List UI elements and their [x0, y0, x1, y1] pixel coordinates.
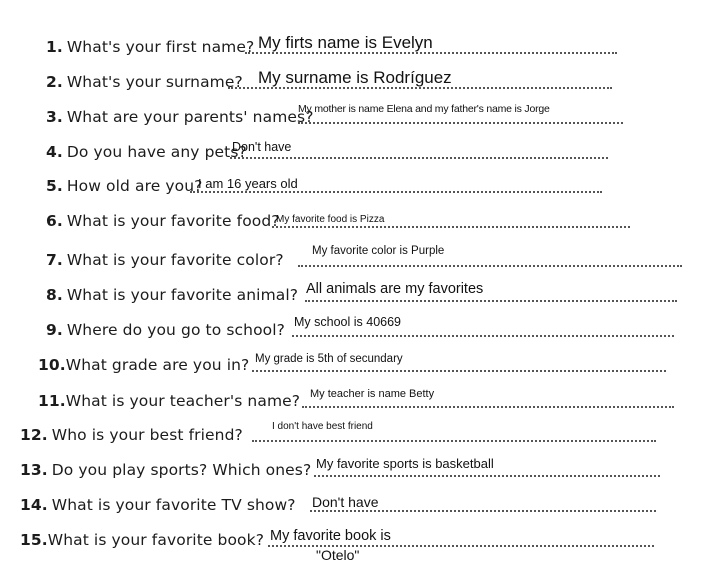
question-row [0, 245, 720, 275]
question-row [0, 490, 720, 520]
question-prompt [46, 108, 314, 126]
answer-text: I am 16 years old [198, 176, 298, 191]
question-prompt [20, 461, 311, 479]
question-prompt [46, 286, 298, 304]
question-number: 12. [20, 426, 48, 444]
answer-text-continued: "Otelo" [316, 547, 360, 563]
answer-line [252, 370, 666, 372]
answer-text: My favorite sports is basketball [316, 456, 494, 471]
question-prompt [46, 177, 202, 195]
question-prompt [20, 496, 296, 514]
question-row [0, 350, 720, 380]
question-text: What's your first name? [66, 38, 255, 56]
question-text: What is your favorite book? [47, 531, 265, 549]
question-prompt [46, 38, 254, 56]
question-number: 6. [46, 212, 63, 230]
question-row [0, 420, 720, 450]
question-number: 11. [38, 392, 66, 410]
answer-text: My teacher is name Betty [310, 388, 435, 400]
question-row [0, 137, 720, 167]
answer-line [245, 52, 617, 54]
answer-line [305, 300, 677, 302]
question-row [0, 315, 720, 345]
answer-line [298, 122, 623, 124]
answer-line [230, 157, 608, 159]
question-prompt [46, 321, 285, 339]
question-number: 2. [46, 73, 63, 91]
question-text: Who is your best friend? [51, 426, 243, 444]
answer-text: All animals are my favorites [306, 281, 484, 297]
question-number: 7. [46, 251, 63, 269]
question-number: 5. [46, 177, 63, 195]
question-prompt [38, 356, 249, 374]
answer-text: My surname is Rodríguez [258, 68, 452, 87]
question-number: 14. [20, 496, 48, 514]
question-text: Where do you go to school? [66, 321, 285, 339]
question-row [0, 206, 720, 236]
answer-line [252, 440, 656, 442]
question-text: What is your teacher's name? [65, 392, 301, 410]
question-prompt [46, 143, 247, 161]
question-row [0, 67, 720, 97]
question-number: 4. [46, 143, 63, 161]
answer-line [302, 406, 674, 408]
question-prompt [38, 392, 300, 410]
question-text: Do you play sports? Which ones? [51, 461, 312, 479]
answer-line [298, 265, 682, 267]
answer-text: My mother is name Elena and my father's name is Jorge [298, 103, 550, 115]
question-text: What grade are you in? [65, 356, 250, 374]
answer-text: My favorite color is Purple [312, 245, 445, 257]
question-row [0, 280, 720, 310]
answer-text: My school is 40669 [294, 315, 402, 329]
question-number: 15. [20, 531, 48, 549]
question-row [0, 171, 720, 201]
question-row [0, 455, 720, 485]
question-text: Do you have any pets? [66, 143, 247, 161]
question-number: 13. [20, 461, 48, 479]
question-text: What are your parents' names? [66, 108, 314, 126]
question-text: What's your surname? [66, 73, 243, 91]
question-number: 10. [38, 356, 66, 374]
question-prompt [20, 426, 243, 444]
answer-line [190, 191, 602, 193]
answer-text: My favorite book is [270, 528, 391, 544]
answer-text: I don't have best friend [272, 421, 373, 432]
answer-line [228, 87, 612, 89]
question-text: What is your favorite color? [66, 251, 284, 269]
question-text: What is your favorite animal? [66, 286, 299, 304]
answer-text: Don't have [312, 494, 379, 510]
question-number: 1. [46, 38, 63, 56]
question-prompt [46, 251, 284, 269]
question-prompt [46, 73, 243, 91]
question-text: What is your favorite food? [66, 212, 280, 230]
question-text: How old are you? [66, 177, 203, 195]
answer-line [310, 510, 656, 512]
answer-text: Don't have [232, 140, 292, 154]
question-row [0, 32, 720, 62]
answer-text: My grade is 5th of secundary [255, 353, 403, 365]
answer-line [292, 335, 674, 337]
question-number: 8. [46, 286, 63, 304]
answer-line [272, 226, 630, 228]
question-text: What is your favorite TV show? [51, 496, 296, 514]
answer-text: My favorite food is Pizza [276, 214, 385, 225]
question-number: 3. [46, 108, 63, 126]
question-number: 9. [46, 321, 63, 339]
question-row [0, 525, 720, 563]
question-row [0, 102, 720, 132]
answer-text: My firts name is Evelyn [258, 33, 433, 52]
answer-line [314, 475, 660, 477]
question-prompt [20, 531, 264, 549]
question-row [0, 386, 720, 416]
question-prompt [46, 212, 280, 230]
